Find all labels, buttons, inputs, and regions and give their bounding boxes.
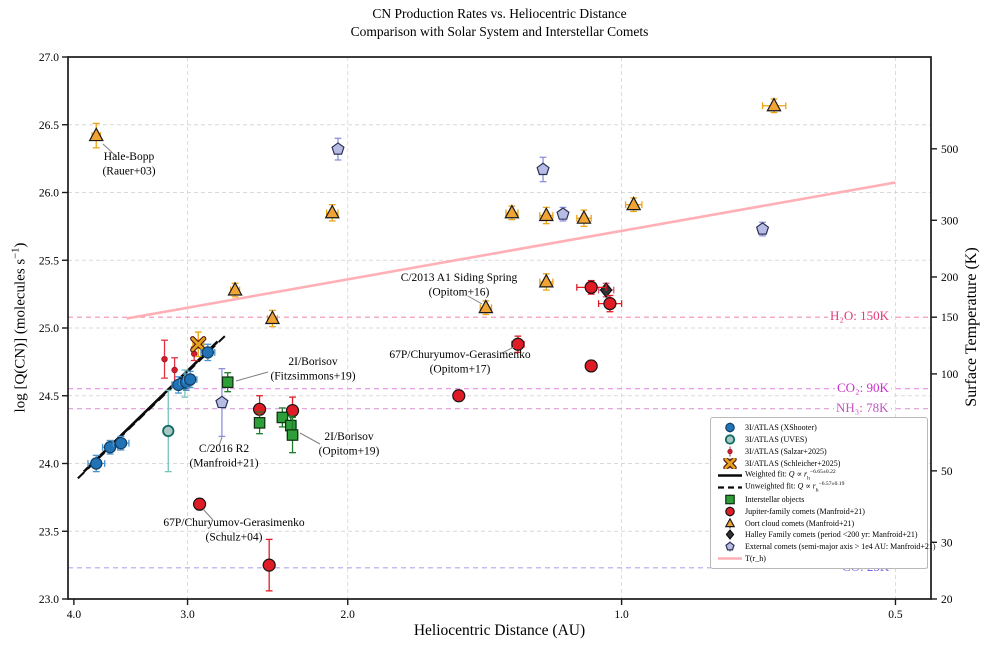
legend-item[interactable] — [715, 434, 923, 446]
y-left-tick-label: 27.0 — [38, 52, 59, 64]
legend-item-label: Weighted fit: $Q \propto r_h^{-6.65\pm 0.22}$ — [745, 469, 836, 482]
data-point-marker — [726, 424, 734, 432]
data-point-marker — [172, 367, 178, 373]
x-tick-label: 4.0 — [66, 609, 82, 621]
legend-marker-canvas — [716, 494, 744, 505]
legend-item[interactable] — [715, 481, 923, 493]
legend-item-label: Halley Family comets (period <200 yr: Manfroid+21) — [745, 530, 918, 540]
data-point-marker — [202, 347, 213, 358]
temperature-label: H₂O: 150K — [830, 308, 890, 324]
legend-item[interactable] — [715, 529, 923, 541]
data-point-marker — [604, 298, 616, 310]
data-point-marker — [540, 208, 553, 220]
data-point-marker — [728, 450, 732, 454]
data-point-marker — [287, 405, 299, 417]
legend-item[interactable] — [715, 446, 923, 458]
legend-item[interactable] — [715, 541, 936, 553]
data-point-marker — [194, 498, 206, 510]
y-left-tick-label: 24.0 — [38, 458, 59, 471]
x-tick-label: 1.0 — [614, 609, 629, 621]
legend-marker-canvas — [716, 553, 744, 564]
y-axis-left-label: log [Q(CN)] (molecules $s^{-1}$) — [10, 242, 29, 413]
data-point-marker — [577, 211, 590, 223]
legend-marker-canvas — [716, 422, 744, 433]
y-left-tick-label: 23.5 — [38, 526, 59, 539]
legend-item-label: T(r_h) — [745, 554, 766, 564]
y-left-tick-label: 24.5 — [38, 390, 59, 403]
temperature-label: NH₃: 78K — [836, 399, 889, 415]
legend-item-label: Oort cloud comets (Manfroid+21) — [745, 518, 855, 528]
annotation-leader-line — [300, 433, 320, 444]
data-point-marker — [726, 495, 734, 503]
legend-marker-xmark — [715, 458, 745, 469]
legend-marker-canvas — [716, 434, 744, 445]
annotation-text: C/2016 R2 — [198, 443, 250, 455]
legend-marker-canvas — [716, 518, 744, 529]
legend-marker-canvas — [716, 482, 744, 493]
x-tick-label: 2.0 — [340, 609, 355, 621]
y-right-tick-label: 50 — [941, 465, 953, 478]
legend-item[interactable] — [715, 553, 923, 565]
y-left-tick-label: 23.0 — [38, 594, 59, 606]
legend-box[interactable] — [710, 417, 936, 569]
legend-marker-triangle — [715, 518, 745, 529]
y-left-tick-label: 25.0 — [38, 323, 59, 335]
legend-item[interactable] — [715, 517, 923, 529]
data-point-marker — [287, 430, 297, 440]
legend-item[interactable] — [715, 505, 923, 517]
data-point-marker — [557, 208, 569, 219]
annotation-text: C/2013 A1 Siding Spring — [400, 272, 518, 284]
legend-marker-canvas — [716, 529, 744, 540]
series-jupiter-family-comets — [194, 281, 622, 591]
data-point-marker — [162, 356, 168, 362]
y-right-tick-label: 30 — [941, 537, 953, 550]
annotation-text: (Opitom+16) — [428, 286, 490, 299]
legend-marker-square — [715, 494, 745, 505]
series-interstellar-objects — [223, 373, 298, 453]
legend-item-label: Jupiter-family comets (Manfroid+21) — [745, 506, 865, 516]
data-point-marker — [479, 300, 492, 312]
y-right-tick-label: 300 — [941, 215, 959, 228]
legend-marker-dashed-line — [715, 482, 745, 493]
y-right-tick-label: 100 — [941, 368, 959, 381]
legend-item-label: External comets (semi-major axis > 1e4 AU: Manfroid+21) — [745, 542, 936, 552]
legend-marker-dot — [715, 446, 745, 457]
data-point-marker — [216, 396, 228, 407]
data-point-marker — [726, 436, 734, 444]
annotation-text: 67P/Churyumov-Gerasimenko — [163, 517, 305, 529]
legend-marker-ring-circle — [715, 434, 745, 445]
y-left-tick-label: 26.5 — [38, 119, 59, 132]
legend-marker-canvas — [716, 506, 744, 517]
annotation-text: (Fitzsimmons+19) — [270, 370, 356, 383]
chart-title-line2: Comparison with Solar System and Interstellar Comets — [350, 24, 649, 39]
data-point-marker — [254, 418, 264, 428]
data-point-marker — [286, 420, 296, 430]
data-point-marker — [627, 197, 640, 209]
annotation-leader-line — [236, 372, 268, 381]
legend-marker-circle — [715, 422, 745, 433]
y-right-tick-label: 200 — [941, 271, 959, 284]
data-point-marker — [185, 374, 196, 385]
legend-item[interactable] — [715, 422, 923, 434]
data-point-marker — [91, 458, 102, 469]
legend-marker-canvas — [716, 541, 744, 552]
data-point-marker — [726, 507, 734, 515]
annotation-text: Hale-Bopp — [103, 151, 155, 163]
annotation-text: (Manfroid+21) — [189, 457, 259, 470]
data-point-marker — [767, 99, 780, 111]
annotation-text: (Rauer+03) — [102, 165, 156, 178]
data-point-marker — [585, 281, 597, 293]
temperature-label: CO₂: 90K — [837, 379, 889, 395]
y-right-tick-label: 500 — [941, 143, 959, 156]
legend-item[interactable] — [715, 470, 923, 482]
legend-marker-canvas — [716, 458, 744, 469]
data-point-marker — [453, 390, 465, 402]
legend-item[interactable] — [715, 458, 923, 470]
data-point-marker — [163, 426, 173, 436]
annotation-text: (Opitom+19) — [318, 445, 380, 458]
x-axis-label: Heliocentric Distance (AU) — [413, 622, 586, 639]
legend-marker-pentagon — [715, 541, 745, 552]
data-point-marker — [757, 223, 769, 234]
y-right-tick-label: 150 — [941, 312, 959, 325]
data-point-marker — [326, 206, 339, 218]
annotation-text: (Schulz+04) — [205, 531, 263, 544]
legend-marker-canvas — [716, 446, 744, 457]
data-point-marker — [115, 438, 126, 449]
data-point-marker — [332, 143, 344, 154]
annotation-text: 2I/Borisov — [324, 431, 374, 443]
data-point-marker — [726, 543, 734, 551]
legend-marker-pink-line — [715, 553, 745, 564]
legend-item-label: 3I/ATLAS (XShooter) — [745, 423, 817, 433]
annotation-text: (Opitom+17) — [429, 363, 491, 376]
data-point-marker — [540, 275, 553, 287]
data-point-marker — [585, 360, 597, 372]
y-left-tick-label: 26.0 — [38, 187, 59, 200]
data-point-marker — [263, 559, 275, 571]
annotation-text: 67P/Churyumov-Gerasimenko — [389, 349, 531, 361]
legend-marker-circle — [715, 506, 745, 517]
y-left-tick-label: 25.5 — [38, 255, 59, 268]
legend-item-label: 3I/ATLAS (UVES) — [745, 435, 807, 445]
legend-item-label: Unweighted fit: $Q \propto r_h^{-6.57\pm 0.19}$ — [745, 481, 845, 494]
x-tick-label: 0.5 — [888, 609, 903, 621]
annotation-text: 2I/Borisov — [288, 356, 338, 368]
data-point-marker — [223, 377, 233, 387]
x-tick-label: 3.0 — [180, 609, 195, 621]
data-point-marker — [726, 531, 733, 540]
legend-item-label: Interstellar objects — [745, 494, 805, 504]
y-axis-right-label: Surface Temperature (K) — [963, 247, 980, 407]
legend-item-label: 3I/ATLAS (Salzar+2025) — [745, 447, 827, 457]
data-point-marker — [726, 518, 734, 526]
chart-title-line1: CN Production Rates vs. Heliocentric Distance — [372, 6, 627, 21]
legend-marker-solid-line — [715, 470, 745, 481]
data-point-marker — [537, 163, 549, 174]
y-right-tick-label: 20 — [941, 594, 953, 606]
legend-marker-diamond — [715, 529, 745, 540]
legend-item-label: 3I/ATLAS (Schleicher+2025) — [745, 459, 841, 469]
legend-marker-canvas — [716, 470, 744, 481]
legend-item[interactable] — [715, 493, 923, 505]
blackbody-temperature-line — [127, 182, 896, 318]
data-point-marker — [505, 206, 518, 218]
